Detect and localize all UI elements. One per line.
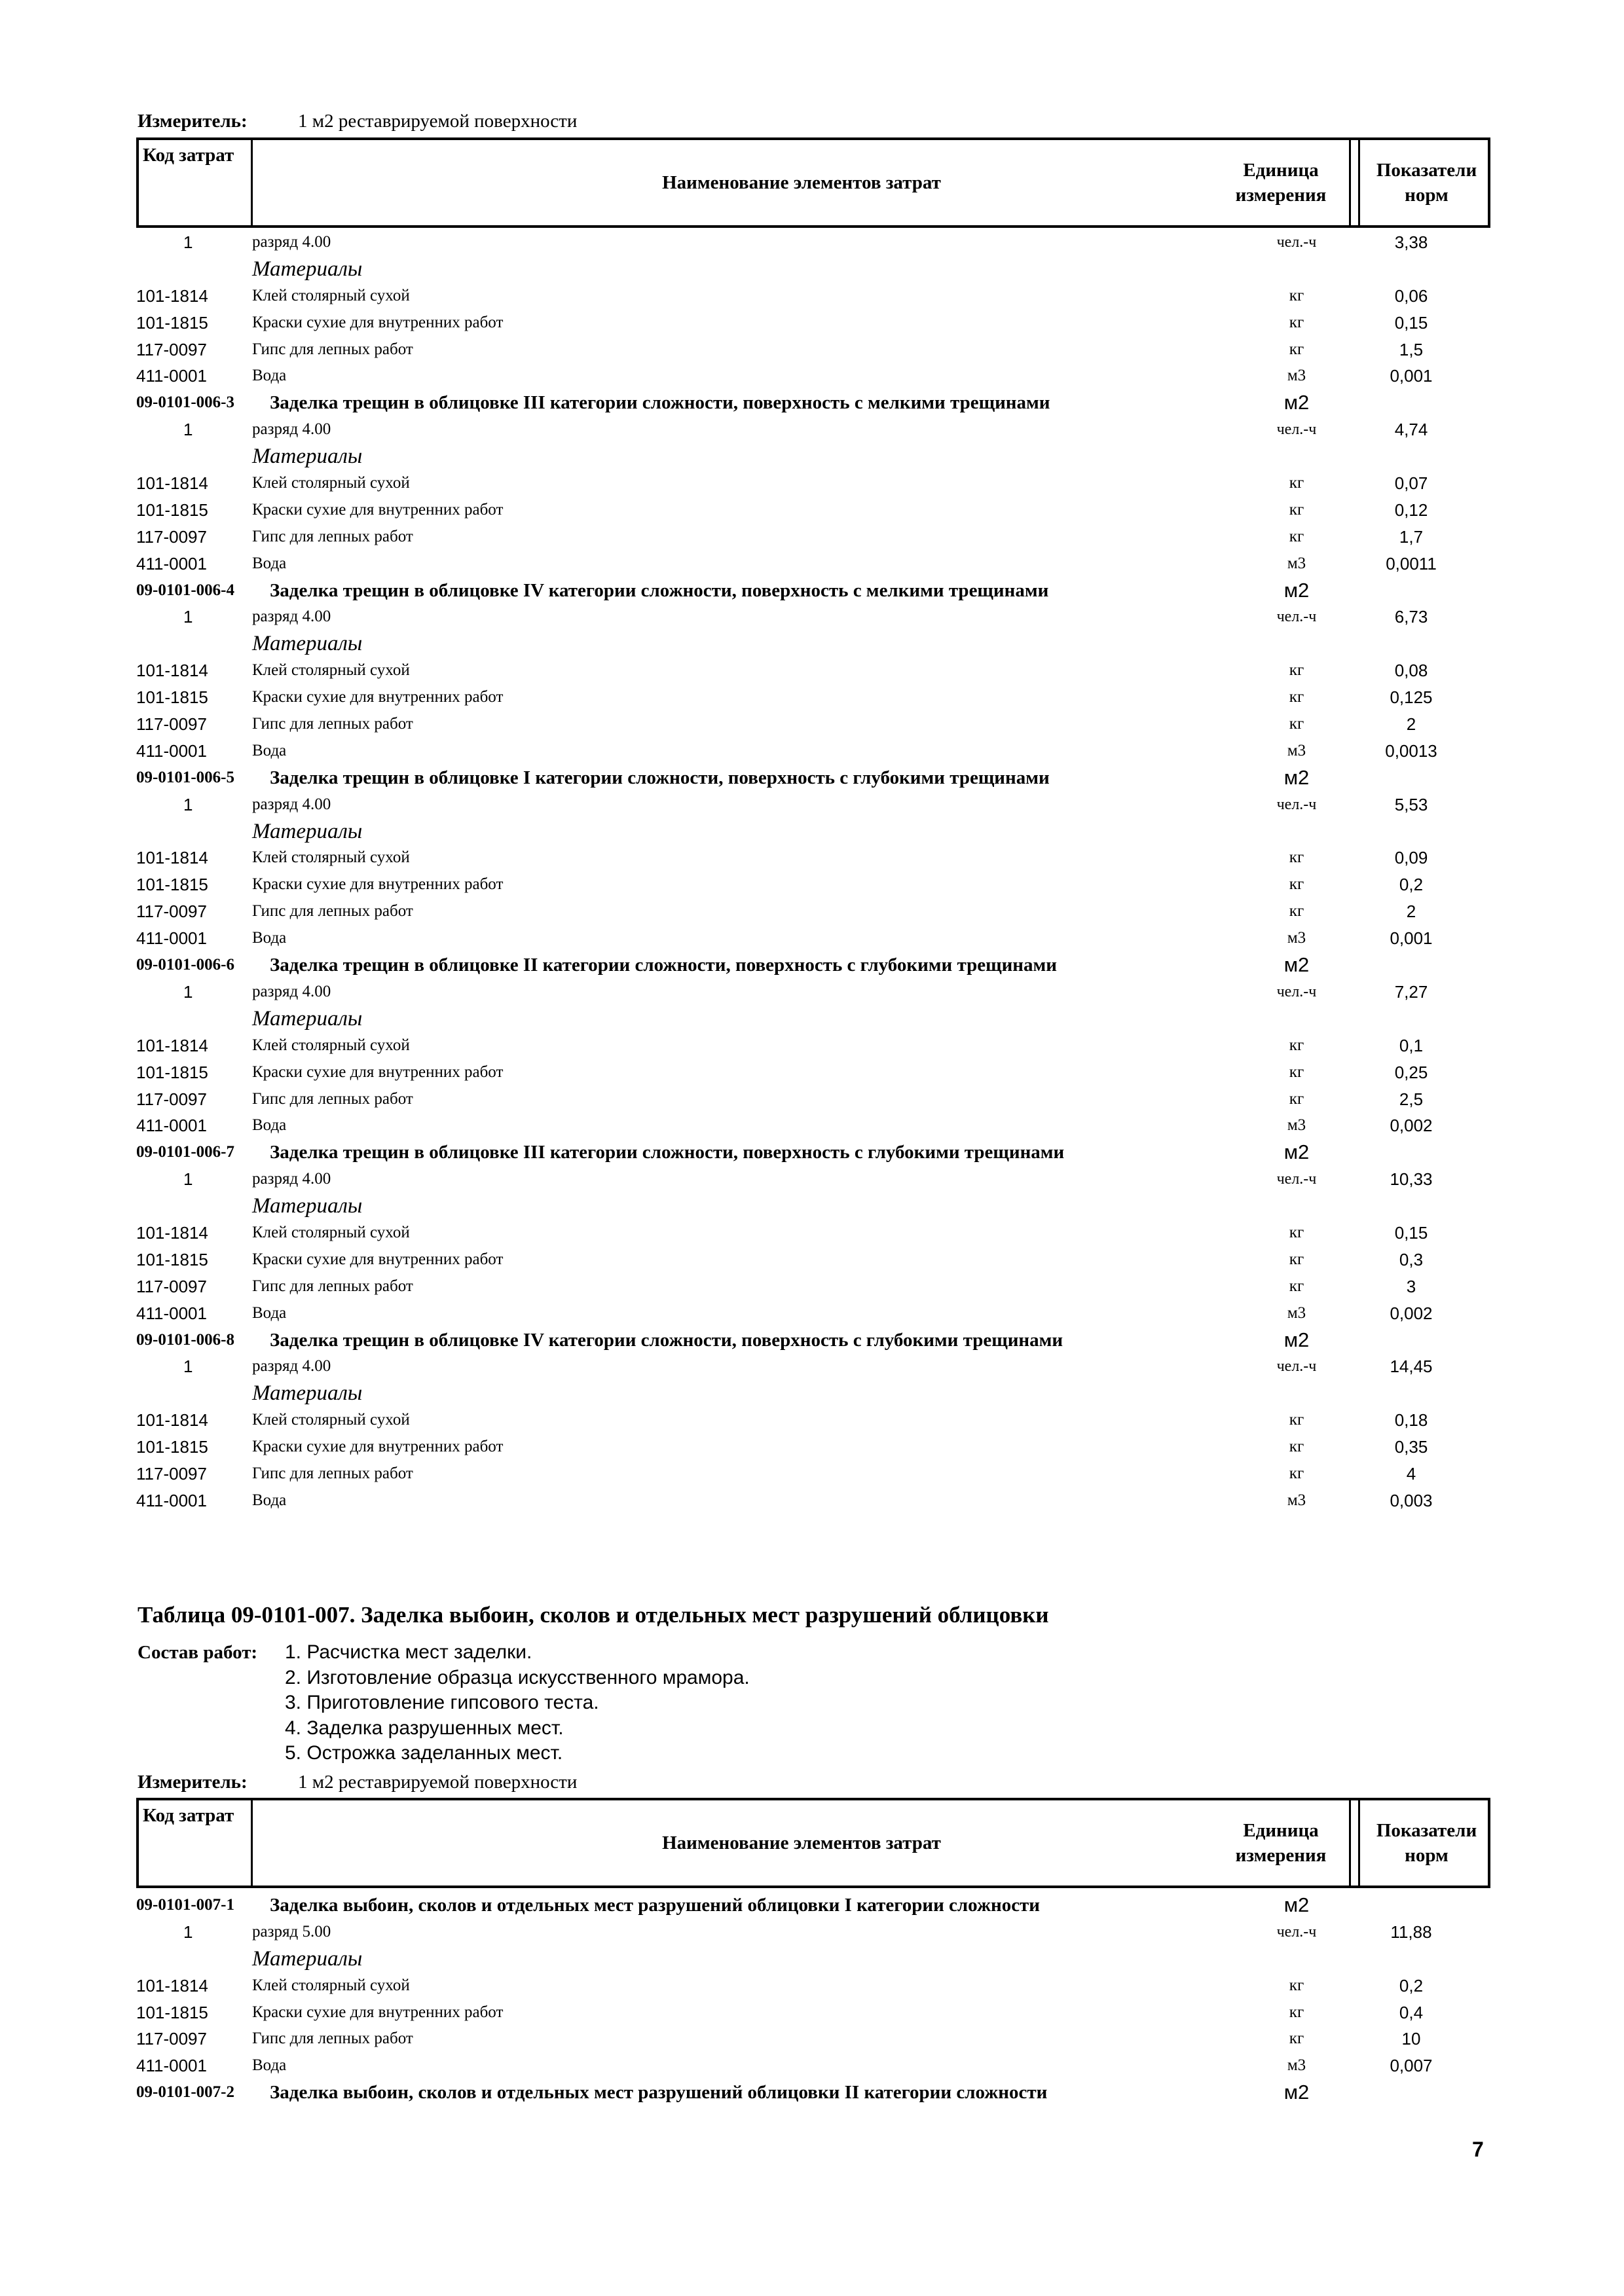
- unit-of-measure: кг: [1289, 1464, 1304, 1482]
- item-name: Клей столярный сухой: [252, 1036, 410, 1054]
- table-row: [0, 2026, 1624, 2052]
- header-unit-line2: измерения: [1235, 185, 1327, 206]
- norm-value: 0,007: [1390, 2056, 1433, 2076]
- section-header-row: [0, 2079, 1624, 2106]
- item-name: Краски сухие для внутренних работ: [252, 1063, 504, 1081]
- cost-code: 09-0101-007-1: [136, 1896, 234, 1914]
- table-row: [0, 925, 1624, 952]
- section-header-row: [0, 952, 1624, 979]
- composition-step: 3. Приготовление гипсового теста.: [285, 1692, 599, 1713]
- cost-code: 1: [183, 420, 193, 440]
- norm-value: 0,002: [1390, 1303, 1433, 1323]
- measure-value: 1 м2 реставрируемой поверхности: [298, 1772, 578, 1793]
- unit-of-measure: кг: [1289, 500, 1304, 519]
- unit-of-measure: м2: [1283, 953, 1310, 977]
- page-number: 7: [1472, 2138, 1484, 2161]
- item-name: Краски сухие для внутренних работ: [252, 313, 504, 331]
- cost-code: 101-1815: [136, 312, 208, 333]
- unit-of-measure: чел.-ч: [1276, 421, 1317, 439]
- table-row: [0, 1247, 1624, 1273]
- header-unit-text: [1211, 1800, 1350, 1886]
- cost-code: 1: [183, 981, 193, 1002]
- norm-value: 10: [1401, 2029, 1421, 2049]
- cost-code: 1: [183, 607, 193, 627]
- norm-value: 0,1: [1399, 1035, 1424, 1055]
- norm-value: 0,2: [1399, 1975, 1424, 1995]
- table-row: [0, 524, 1624, 551]
- norm-value: 0,2: [1399, 875, 1424, 895]
- measure-label: Измеритель:: [138, 1772, 248, 1793]
- norm-value: 14,45: [1390, 1357, 1433, 1377]
- header-unit-line2: измерения: [1235, 1845, 1327, 1866]
- item-name: Гипс для лепных работ: [252, 1464, 413, 1482]
- cost-code: 101-1814: [136, 1410, 208, 1430]
- table-row: [0, 229, 1624, 256]
- norm-value: 6,73: [1394, 607, 1428, 627]
- materials-heading-row: [0, 1946, 1624, 1973]
- table-row: [0, 2052, 1624, 2079]
- unit-of-measure: кг: [1289, 715, 1304, 733]
- item-name: Клей столярный сухой: [252, 1223, 410, 1241]
- item-name: Краски сухие для внутренних работ: [252, 1250, 504, 1268]
- cost-code: 411-0001: [136, 740, 207, 761]
- table-row: [0, 604, 1624, 630]
- unit-of-measure: кг: [1289, 848, 1304, 867]
- table-row: [0, 497, 1624, 524]
- header-name: Наименование элементов затрат: [662, 172, 941, 193]
- composition-step: 2. Изготовление образца искусственного мрамора.: [285, 1666, 750, 1688]
- unit-of-measure: кг: [1289, 688, 1304, 706]
- cost-code: 101-1814: [136, 848, 208, 868]
- materials-heading: Материалы: [252, 1006, 363, 1030]
- unit-of-measure: чел.-ч: [1276, 1923, 1317, 1941]
- unit-of-measure: кг: [1289, 527, 1304, 545]
- header-norm-line2: норм: [1405, 1845, 1449, 1866]
- table-row: [0, 979, 1624, 1006]
- table-row: [0, 1487, 1624, 1514]
- cost-code: 101-1814: [136, 1035, 208, 1055]
- unit-of-measure: кг: [1289, 1223, 1304, 1241]
- unit-of-measure: м3: [1287, 1491, 1306, 1509]
- norm-value: 2: [1406, 714, 1416, 735]
- table-row: [0, 1032, 1624, 1059]
- cost-code: 1: [183, 1922, 193, 1942]
- table-row: [0, 1086, 1624, 1113]
- materials-heading: Материалы: [252, 632, 363, 656]
- unit-of-measure: чел.-ч: [1276, 234, 1317, 251]
- cost-code: 117-0097: [136, 902, 207, 922]
- item-name: Краски сухие для внутренних работ: [252, 1438, 504, 1456]
- unit-of-measure: м3: [1287, 367, 1306, 385]
- norm-value: 0,15: [1394, 312, 1428, 333]
- materials-heading: Материалы: [252, 445, 363, 469]
- cost-code: 101-1815: [136, 1249, 208, 1269]
- cost-code: 09-0101-006-6: [136, 956, 234, 974]
- header-norm: [1358, 1800, 1493, 1886]
- cost-code: 411-0001: [136, 1116, 207, 1136]
- unit-of-measure: м2: [1283, 1140, 1310, 1164]
- item-name: Клей столярный сухой: [252, 848, 410, 867]
- item-name: Гипс для лепных работ: [252, 1089, 413, 1108]
- materials-heading-row: [0, 1193, 1624, 1220]
- composition-step: 1. Расчистка мест заделки.: [285, 1641, 532, 1663]
- cost-code: 09-0101-006-8: [136, 1330, 234, 1349]
- cost-code: 1: [183, 794, 193, 814]
- composition-step: 4. Заделка разрушенных мест.: [285, 1717, 564, 1739]
- cost-code: 101-1815: [136, 1437, 208, 1457]
- section-header-row: [0, 1327, 1624, 1354]
- norm-value: 4,74: [1394, 420, 1428, 440]
- unit-of-measure: кг: [1289, 1277, 1304, 1295]
- materials-heading: Материалы: [252, 1194, 363, 1218]
- item-name: разряд 4.00: [252, 1357, 331, 1376]
- materials-heading: Материалы: [252, 1381, 363, 1406]
- cost-code: 09-0101-006-7: [136, 1143, 234, 1161]
- table-row: [0, 416, 1624, 443]
- item-name: Клей столярный сухой: [252, 286, 410, 304]
- cost-code: 09-0101-006-3: [136, 393, 234, 412]
- cost-code: 101-1814: [136, 473, 208, 494]
- table-row: [0, 1973, 1624, 1999]
- table-row: [0, 871, 1624, 898]
- header-code: Код затрат: [139, 140, 253, 225]
- table-body-bottom: [0, 1892, 1624, 2106]
- table-row: [0, 1220, 1624, 1247]
- unit-of-measure: кг: [1289, 340, 1304, 358]
- item-name: Клей столярный сухой: [252, 661, 410, 680]
- table-row: [0, 1407, 1624, 1434]
- norm-value: 0,18: [1394, 1410, 1428, 1430]
- cost-code: 411-0001: [136, 1490, 207, 1510]
- section-header-row: [0, 390, 1624, 416]
- item-name: разряд 4.00: [252, 1170, 331, 1188]
- cost-code: 411-0001: [136, 928, 207, 949]
- table-title: Таблица 09-0101-007. Заделка выбоин, сколов и отдельных мест разрушений облицовки: [138, 1602, 1049, 1628]
- section-header-row: [0, 1892, 1624, 1919]
- item-name: Заделка трещин в облицовке II категории сложности, поверхность с глубокими трещинами: [270, 955, 1057, 976]
- materials-heading: Материалы: [252, 819, 363, 843]
- cost-code: 411-0001: [136, 553, 207, 574]
- unit-of-measure: чел.-ч: [1276, 983, 1317, 1000]
- norm-value: 0,4: [1399, 2002, 1424, 2022]
- item-name: Вода: [252, 2056, 287, 2075]
- cost-code: 411-0001: [136, 366, 207, 386]
- cost-code: 101-1815: [136, 500, 208, 520]
- table-row: [0, 551, 1624, 577]
- unit-of-measure: кг: [1289, 1976, 1304, 1994]
- norm-value: 2,5: [1399, 1089, 1424, 1109]
- header-unit-text: [1211, 140, 1350, 225]
- table-row: [0, 657, 1624, 684]
- item-name: Гипс для лепных работ: [252, 1277, 413, 1295]
- unit-of-measure: кг: [1289, 875, 1304, 894]
- norm-value: 1,5: [1399, 339, 1424, 359]
- item-name: Краски сухие для внутренних работ: [252, 500, 504, 519]
- unit-of-measure: м2: [1283, 578, 1310, 602]
- item-name: разряд 4.00: [252, 795, 331, 813]
- composition-label: Состав работ:: [138, 1642, 258, 1663]
- table-row: [0, 711, 1624, 738]
- norm-value: 0,003: [1390, 1490, 1433, 1510]
- unit-of-measure: м2: [1283, 391, 1310, 414]
- cost-code: 101-1814: [136, 661, 208, 681]
- table-row: [0, 310, 1624, 337]
- unit-of-measure: кг: [1289, 661, 1304, 680]
- norm-value: 0,35: [1394, 1437, 1428, 1457]
- item-name: Гипс для лепных работ: [252, 902, 413, 920]
- table-row: [0, 337, 1624, 363]
- cost-code: 101-1815: [136, 2002, 208, 2022]
- item-name: разряд 4.00: [252, 982, 331, 1000]
- header-norm-line2: норм: [1405, 185, 1449, 206]
- materials-heading: Материалы: [252, 1946, 363, 1971]
- composition-step: 5. Острожка заделанных мест.: [285, 1742, 563, 1764]
- item-name: Краски сухие для внутренних работ: [252, 688, 504, 706]
- unit-of-measure: м3: [1287, 929, 1306, 947]
- cost-code: 101-1814: [136, 1975, 208, 1995]
- norm-value: 0,06: [1394, 285, 1428, 306]
- table-row: [0, 1434, 1624, 1461]
- unit-of-measure: чел.-ч: [1276, 608, 1317, 626]
- table-row: [0, 845, 1624, 871]
- norm-value: 2: [1406, 902, 1416, 922]
- norm-value: 0,07: [1394, 473, 1428, 494]
- cost-code: 411-0001: [136, 1303, 207, 1323]
- norm-value: 0,001: [1390, 928, 1433, 949]
- materials-heading: Материалы: [252, 257, 363, 281]
- item-name: Краски сухие для внутренних работ: [252, 2003, 504, 2021]
- table-row: [0, 363, 1624, 390]
- table-row: [0, 283, 1624, 310]
- cost-code: 09-0101-006-5: [136, 768, 234, 786]
- norm-value: 0,09: [1394, 848, 1428, 868]
- item-name: Вода: [252, 1116, 287, 1135]
- norm-value: 0,002: [1390, 1116, 1433, 1136]
- unit-of-measure: м2: [1283, 1893, 1310, 1916]
- unit-of-measure: чел.-ч: [1276, 795, 1317, 813]
- item-name: Вода: [252, 741, 287, 759]
- table-row: [0, 1112, 1624, 1139]
- norm-value: 0,0011: [1386, 553, 1437, 574]
- unit-of-measure: кг: [1289, 474, 1304, 492]
- unit-of-measure: м3: [1287, 2056, 1306, 2075]
- cost-code: 117-0097: [136, 714, 207, 735]
- norm-value: 0,08: [1394, 661, 1428, 681]
- unit-of-measure: чел.-ч: [1276, 1358, 1317, 1376]
- item-name: Заделка трещин в облицовке III категории сложности, поверхность с мелкими трещинами: [270, 392, 1050, 414]
- table-row: [0, 1353, 1624, 1380]
- cost-code: 117-0097: [136, 526, 207, 547]
- item-name: Клей столярный сухой: [252, 1976, 410, 1994]
- table-row: [0, 684, 1624, 711]
- norm-value: 11,88: [1390, 1922, 1432, 1942]
- table-row: [0, 738, 1624, 765]
- norm-value: 0,001: [1390, 366, 1433, 386]
- cost-code: 117-0097: [136, 339, 207, 359]
- item-name: Заделка трещин в облицовке IV категории сложности, поверхность с глубокими трещинами: [270, 1329, 1063, 1351]
- cost-code: 09-0101-007-2: [136, 2083, 234, 2102]
- norm-value: 7,27: [1394, 981, 1428, 1002]
- cost-code: 101-1814: [136, 285, 208, 306]
- item-name: Клей столярный сухой: [252, 474, 410, 492]
- norm-value: 3: [1406, 1276, 1416, 1296]
- item-name: Гипс для лепных работ: [252, 527, 413, 545]
- item-name: Гипс для лепных работ: [252, 2030, 413, 2048]
- norm-value: 0,125: [1390, 687, 1433, 708]
- table-row: [0, 1461, 1624, 1487]
- unit-of-measure: кг: [1289, 1036, 1304, 1054]
- item-name: Заделка трещин в облицовке IV категории сложности, поверхность с мелкими трещинами: [270, 579, 1049, 601]
- section-header-row: [0, 765, 1624, 792]
- norm-value: 4: [1406, 1463, 1416, 1484]
- measure-line-top: [138, 108, 1382, 134]
- table-row: [0, 1273, 1624, 1300]
- unit-of-measure: м3: [1287, 1303, 1306, 1322]
- unit-of-measure: м2: [1283, 1328, 1310, 1351]
- cost-code: 117-0097: [136, 1089, 207, 1109]
- header-norm-line1: Показатели: [1376, 160, 1477, 181]
- section-header-row: [0, 577, 1624, 604]
- unit-of-measure: м3: [1287, 554, 1306, 572]
- header-unit-line1: Единица: [1243, 160, 1319, 181]
- cost-code: 117-0097: [136, 1276, 207, 1296]
- item-name: Вода: [252, 1491, 287, 1509]
- header-unit-line1: Единица: [1243, 1820, 1319, 1841]
- measure-value: 1 м2 реставрируемой поверхности: [298, 111, 578, 132]
- cost-code: 1: [183, 1357, 193, 1377]
- item-name: Заделка трещин в облицовке III категории сложности, поверхность с глубокими трещинами: [270, 1142, 1065, 1163]
- composition-list: [285, 1640, 750, 1766]
- unit-of-measure: кг: [1289, 1411, 1304, 1429]
- item-name: Гипс для лепных работ: [252, 715, 413, 733]
- item-name: Вода: [252, 367, 287, 385]
- table-row: [0, 470, 1624, 497]
- norm-value: 1,7: [1399, 526, 1424, 547]
- cost-code: 09-0101-006-4: [136, 581, 234, 599]
- item-name: разряд 4.00: [252, 608, 331, 626]
- unit-of-measure: кг: [1289, 313, 1304, 331]
- unit-of-measure: м2: [1283, 2081, 1310, 2104]
- materials-heading-row: [0, 1380, 1624, 1407]
- table-row: [0, 1166, 1624, 1193]
- materials-heading-row: [0, 1006, 1624, 1032]
- materials-heading-row: [0, 443, 1624, 470]
- unit-of-measure: кг: [1289, 2030, 1304, 2048]
- unit-of-measure: м3: [1287, 741, 1306, 759]
- norm-value: 0,15: [1394, 1222, 1428, 1243]
- cost-code: 1: [183, 232, 193, 252]
- cost-code: 1: [183, 1169, 193, 1190]
- norm-value: 5,53: [1394, 794, 1428, 814]
- norm-value: 0,25: [1394, 1062, 1428, 1082]
- item-name: Вода: [252, 554, 287, 572]
- item-name: Заделка выбоин, сколов и отдельных мест разрушений облицовки II категории сложности: [270, 2082, 1048, 2104]
- header-norm-line1: Показатели: [1376, 1820, 1477, 1841]
- unit-of-measure: кг: [1289, 286, 1304, 304]
- item-name: Краски сухие для внутренних работ: [252, 875, 504, 894]
- unit-of-measure: м3: [1287, 1116, 1306, 1135]
- norm-value: 0,12: [1394, 500, 1428, 520]
- cost-code: 101-1814: [136, 1222, 208, 1243]
- norm-value: 10,33: [1390, 1169, 1433, 1190]
- cost-code: 101-1815: [136, 875, 208, 895]
- item-name: Заделка трещин в облицовке I категории сложности, поверхность с глубокими трещинами: [270, 767, 1050, 788]
- cost-code: 101-1815: [136, 1062, 208, 1082]
- item-name: разряд 5.00: [252, 1922, 331, 1941]
- table-row: [0, 1919, 1624, 1946]
- table-row: [0, 1300, 1624, 1327]
- unit-of-measure: кг: [1289, 1089, 1304, 1108]
- cost-code: 117-0097: [136, 2029, 207, 2049]
- item-name: Вода: [252, 1303, 287, 1322]
- cost-code: 411-0001: [136, 2056, 207, 2076]
- materials-heading-row: [0, 630, 1624, 657]
- item-name: разряд 4.00: [252, 233, 331, 251]
- unit-of-measure: кг: [1289, 1063, 1304, 1081]
- cost-code: 117-0097: [136, 1463, 207, 1484]
- item-name: Вода: [252, 929, 287, 947]
- measure-line-bottom: [138, 1769, 1382, 1795]
- header-name: Наименование элементов затрат: [662, 1832, 941, 1853]
- item-name: Клей столярный сухой: [252, 1411, 410, 1429]
- norm-value: 0,3: [1399, 1249, 1424, 1269]
- header-norm: [1358, 140, 1493, 225]
- unit-of-measure: кг: [1289, 902, 1304, 920]
- section-header-row: [0, 1139, 1624, 1166]
- unit-of-measure: м2: [1283, 765, 1310, 789]
- unit-of-measure: кг: [1289, 2003, 1304, 2021]
- cost-code: 101-1815: [136, 687, 208, 708]
- table-row: [0, 1999, 1624, 2026]
- item-name: Заделка выбоин, сколов и отдельных мест разрушений облицовки I категории сложности: [270, 1895, 1041, 1916]
- unit-of-measure: кг: [1289, 1438, 1304, 1456]
- materials-heading-row: [0, 256, 1624, 283]
- item-name: разряд 4.00: [252, 420, 331, 439]
- table-row: [0, 1059, 1624, 1086]
- norm-value: 0,0013: [1385, 740, 1437, 761]
- header-code: Код затрат: [139, 1800, 253, 1886]
- measure-label: Измеритель:: [138, 111, 248, 132]
- table-row: [0, 898, 1624, 925]
- table-body-top: [0, 229, 1624, 1514]
- unit-of-measure: кг: [1289, 1250, 1304, 1268]
- unit-of-measure: чел.-ч: [1276, 1171, 1317, 1188]
- materials-heading-row: [0, 818, 1624, 845]
- norm-value: 3,38: [1394, 232, 1428, 252]
- table-row: [0, 792, 1624, 818]
- item-name: Гипс для лепных работ: [252, 340, 413, 358]
